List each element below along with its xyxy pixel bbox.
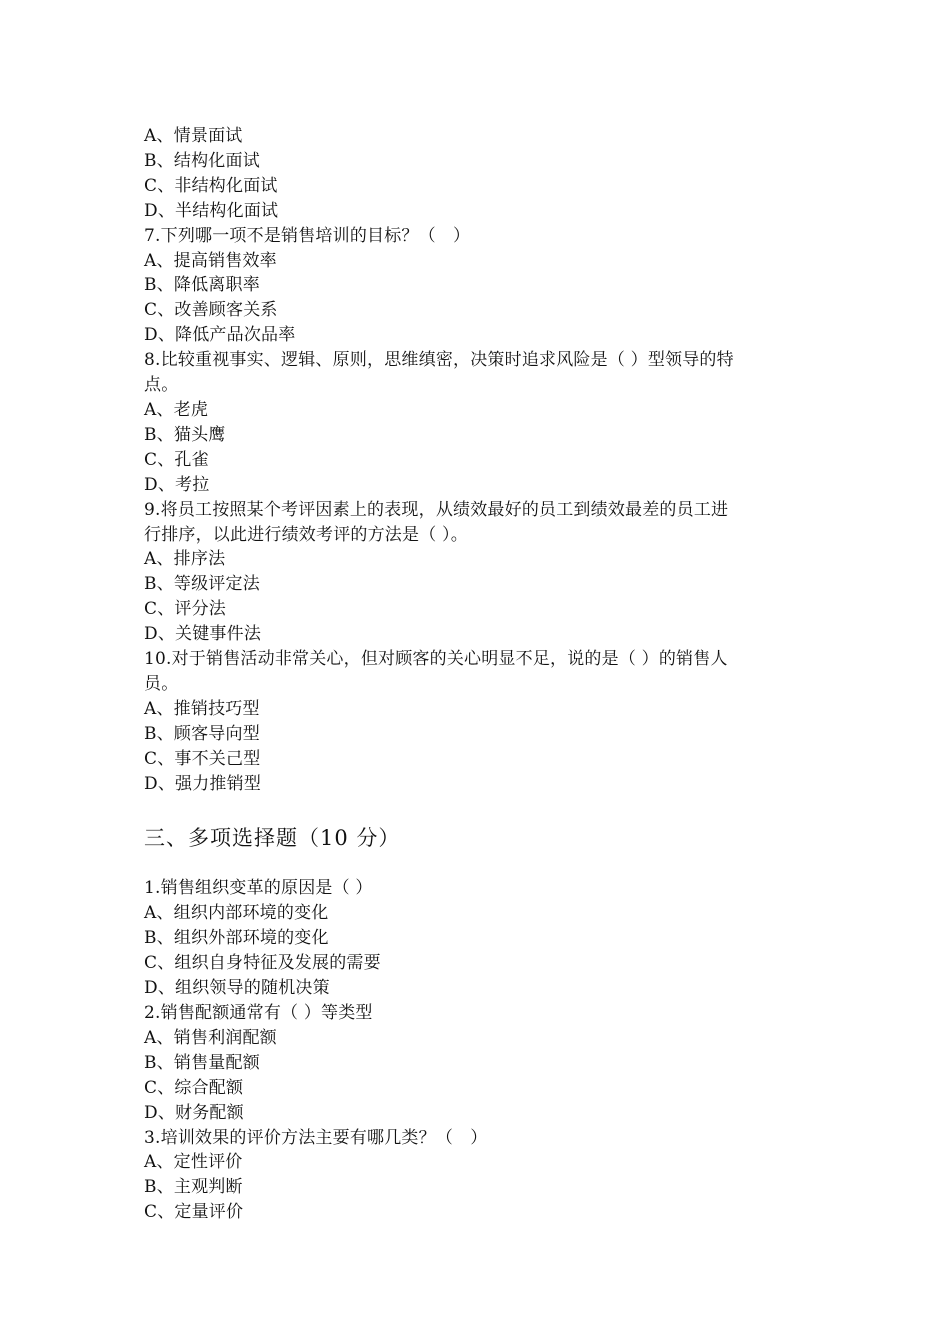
s3-q3-option-c: C、定量评价	[144, 1202, 244, 1223]
q6-option-c: C、非结构化面试	[144, 175, 278, 196]
q8-option-c: C、孔雀	[144, 449, 209, 470]
question-10	[144, 647, 814, 796]
s3-question-3	[144, 1126, 814, 1226]
s3-q1-option-b: B、组织外部环境的变化	[144, 928, 329, 949]
s3-q2-option-d: D、财务配额	[144, 1102, 244, 1123]
s3-question-2	[144, 1001, 814, 1126]
s3-q2-text: 2.销售配额通常有（ ）等类型	[144, 1003, 373, 1023]
s3-q1-option-d: D、组织领导的随机决策	[144, 978, 330, 999]
q10-option-d: D、强力推销型	[144, 773, 262, 794]
s3-question-1	[144, 876, 814, 1001]
q6-options	[144, 124, 814, 224]
q8-option-d: D、考拉	[144, 474, 210, 495]
q10-text-line2: 员。	[144, 673, 179, 694]
q9-text-line1: 9.将员工按照某个考评因素上的表现，从绩效最好的员工到绩效最差的员工进	[144, 499, 729, 520]
q6-option-b: B、结构化面试	[144, 150, 260, 171]
s3-q1-text: 1.销售组织变革的原因是（ ）	[144, 878, 373, 899]
q9-option-b: B、等级评定法	[144, 574, 260, 595]
q8-option-b: B、猫头鹰	[144, 424, 226, 445]
q7-option-a: A、提高销售效率	[144, 250, 277, 271]
q7-option-d: D、降低产品次品率	[144, 325, 296, 346]
q7-text: 7.下列哪一项不是销售培训的目标？（ ）	[144, 225, 471, 246]
s3-q2-option-b: B、销售量配额	[144, 1052, 260, 1073]
question-7	[144, 224, 814, 349]
q9-option-c: C、评分法	[144, 599, 227, 620]
document-page	[144, 124, 814, 1225]
q10-option-c: C、事不关己型	[144, 748, 261, 769]
q8-text-line2: 点。	[144, 375, 179, 396]
q8-option-a: A、老虎	[144, 399, 209, 420]
s3-q3-option-a: A、定性评价	[144, 1152, 243, 1173]
s3-q2-option-a: A、销售利润配额	[144, 1027, 277, 1048]
section-3-title: 三、多项选择题（10 分）	[144, 826, 401, 851]
s3-q2-option-c: C、综合配额	[144, 1077, 244, 1098]
q7-option-c: C、改善顾客关系	[144, 300, 278, 321]
q8-text-line1: 8.比较重视事实、逻辑、原则，思维缜密，决策时追求风险是（ ）型领导的特	[144, 350, 734, 371]
s3-q1-option-a: A、组织内部环境的变化	[144, 903, 329, 924]
q10-option-a: A、推销技巧型	[144, 698, 260, 719]
q9-option-a: A、排序法	[144, 549, 226, 570]
question-8	[144, 348, 814, 497]
q9-text-line2: 行排序，以此进行绩效考评的方法是（ ）。	[144, 524, 468, 545]
q9-option-d: D、关键事件法	[144, 624, 262, 645]
s3-q1-option-c: C、组织自身特征及发展的需要	[144, 953, 381, 974]
q10-option-b: B、顾客导向型	[144, 723, 260, 744]
q7-option-b: B、降低离职率	[144, 275, 260, 296]
s3-q3-text: 3.培训效果的评价方法主要有哪几类？（ ）	[144, 1127, 488, 1148]
question-9	[144, 498, 814, 647]
q6-option-a: A、情景面试	[144, 126, 243, 146]
q6-option-d: D、半结构化面试	[144, 200, 279, 221]
q10-text-line1: 10.对于销售活动非常关心，但对顾客的关心明显不足，说的是（ ）的销售人	[144, 649, 728, 670]
s3-q3-option-b: B、主观判断	[144, 1177, 243, 1198]
